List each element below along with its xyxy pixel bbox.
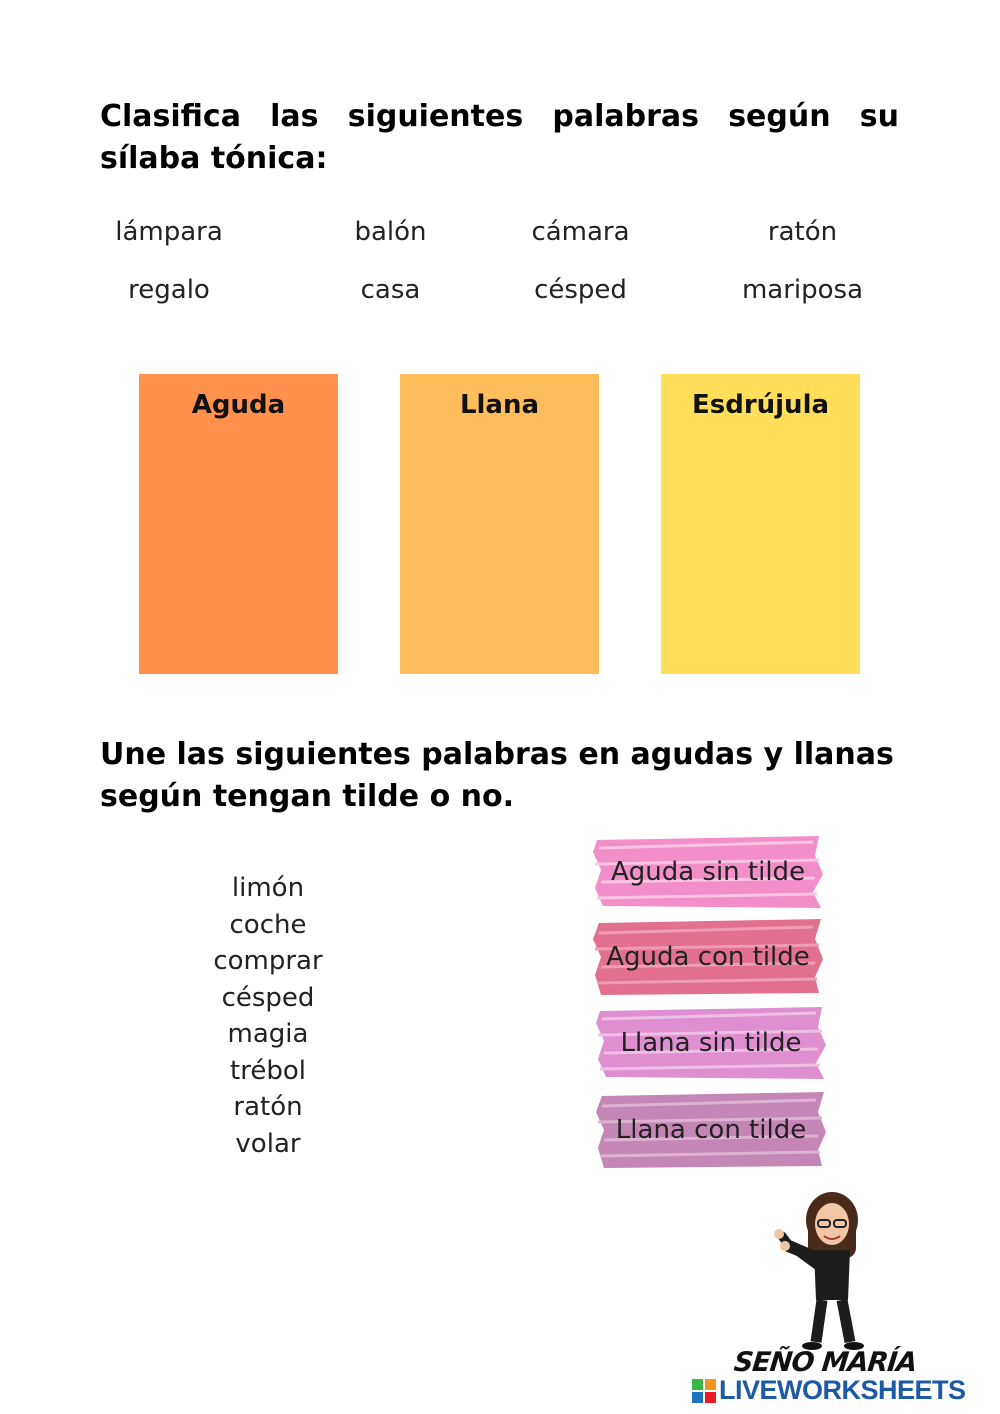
drop-box-label: Esdrújula — [691, 390, 830, 420]
match-word[interactable]: trébol — [230, 1055, 306, 1086]
author-logo: SEÑO MARÍA — [732, 1347, 918, 1378]
match-target-label: Aguda sin tilde — [610, 857, 806, 887]
match-word[interactable]: césped — [221, 982, 315, 1013]
word-bank — [70, 214, 910, 308]
word-bank-item[interactable]: ratón — [767, 217, 838, 247]
word-bank-item[interactable]: balón — [354, 217, 427, 247]
liveworksheets-logo — [692, 1375, 966, 1406]
match-word-list — [188, 870, 348, 1162]
match-target-label: Aguda con tilde — [606, 942, 810, 972]
word-bank-item[interactable]: regalo — [128, 275, 210, 305]
match-word[interactable]: magia — [227, 1019, 309, 1049]
match-target-label: Llana sin tilde — [620, 1028, 802, 1058]
match-word[interactable]: limón — [231, 873, 305, 903]
word-bank-item[interactable]: cámara — [531, 217, 630, 247]
match-target-llana-con-tilde[interactable] — [596, 1092, 826, 1168]
match-word[interactable]: coche — [229, 909, 307, 940]
match-target-aguda-sin-tilde[interactable] — [593, 834, 823, 910]
word-bank-item[interactable]: mariposa — [741, 275, 864, 305]
drop-box-aguda[interactable] — [139, 374, 338, 674]
liveworksheets-text: LIVEWORKSHEETS — [719, 1375, 966, 1405]
match-word[interactable]: comprar — [213, 946, 323, 976]
teacher-avatar — [764, 1192, 874, 1356]
drop-box-label: Aguda — [191, 390, 286, 420]
drop-box-esdrujula[interactable] — [661, 374, 860, 674]
instruction-title-match: Une las siguientes palabras en agudas y llanas según tengan tilde o no. — [100, 737, 894, 814]
match-target-label: Llana con tilde — [615, 1115, 807, 1145]
word-bank-item[interactable]: casa — [360, 275, 421, 305]
match-word[interactable]: ratón — [233, 1092, 303, 1122]
match-target-llana-sin-tilde[interactable] — [596, 1005, 826, 1081]
liveworksheets-icon — [692, 1379, 716, 1403]
word-bank-item[interactable]: lámpara — [115, 217, 223, 247]
instruction-title-classify: Clasifica las siguientes palabras según su sílaba tónica: — [100, 99, 899, 176]
match-target-aguda-con-tilde[interactable] — [593, 919, 823, 995]
drop-box-label: Llana — [459, 390, 540, 420]
drop-box-llana[interactable] — [400, 374, 599, 674]
match-word[interactable]: volar — [235, 1128, 301, 1159]
word-bank-item[interactable]: césped — [534, 275, 627, 305]
